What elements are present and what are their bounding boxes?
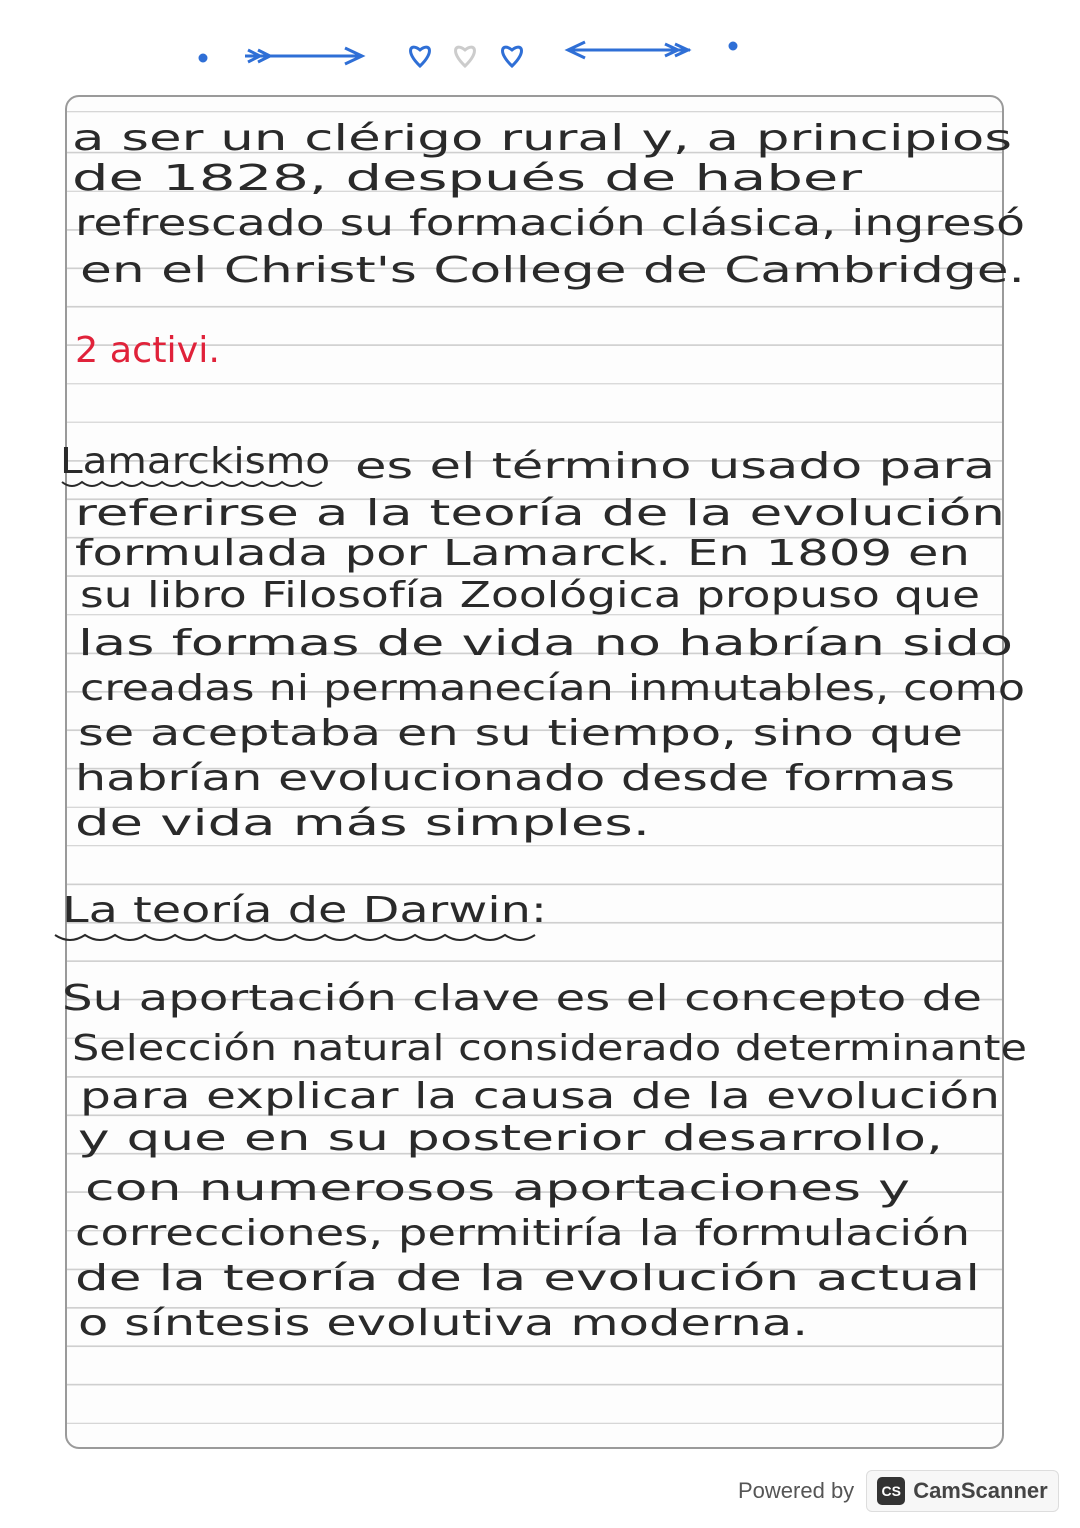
note-line: de 1828, después de haber	[72, 158, 863, 199]
note-line: creadas ni permanecían inmutables, como	[80, 668, 1025, 709]
camscanner-badge	[866, 1470, 1059, 1512]
note-line: su libro Filosofía Zoológica propuso que	[80, 575, 980, 616]
activity-heading: 2 activi.	[75, 330, 220, 371]
heart-icon	[456, 47, 475, 66]
note-line: con numerosos aportaciones y	[85, 1168, 910, 1209]
note-line: se aceptaba en su tiempo, sino que	[78, 713, 963, 754]
note-line: refrescado su formación clásica, ingresó	[75, 203, 1025, 244]
note-line: Selección natural considerado determinante	[72, 1028, 1027, 1069]
note-line: o síntesis evolutiva moderna.	[78, 1303, 808, 1344]
note-line: es el término usado para	[355, 446, 995, 487]
camscanner-logo-icon: CS	[877, 1477, 905, 1505]
darwin-heading: La teoría de Darwin:	[62, 890, 547, 931]
note-line: de vida más simples.	[75, 803, 650, 844]
note-line: formulada por Lamarck. En 1809 en	[75, 533, 970, 574]
heading-underline	[62, 482, 322, 486]
powered-by-label: Powered by	[738, 1478, 855, 1503]
note-line: y que en su posterior desarrollo,	[78, 1118, 943, 1159]
header-decoration	[200, 42, 736, 66]
note-line: habrían evolucionado desde formas	[75, 758, 955, 799]
note-line: correcciones, permitiría la formulación	[75, 1213, 970, 1254]
heading-underline	[55, 935, 535, 940]
note-line: a ser un clérigo rural y, a principios	[72, 118, 1012, 159]
note-line: de la teoría de la evolución actual	[75, 1258, 980, 1299]
heart-icon	[503, 47, 522, 66]
lamarck-heading: Lamarckismo	[60, 441, 330, 482]
note-line: en el Christ's College de Cambridge.	[80, 250, 1025, 291]
note-line: referirse a la teoría de la evolución	[75, 493, 1005, 534]
arrow-left-icon	[568, 42, 690, 58]
camscanner-brand: CamScanner	[913, 1478, 1048, 1503]
note-line: para explicar la causa de la evolución	[80, 1076, 1000, 1117]
dot-icon	[200, 55, 206, 61]
note-line: Su aportación clave es el concepto de	[62, 978, 982, 1019]
dot-icon	[730, 43, 736, 49]
note-line: las formas de vida no habrían sido	[78, 623, 1013, 664]
camscanner-watermark	[738, 1470, 1059, 1512]
heart-icon	[411, 47, 430, 66]
arrow-right-icon	[245, 48, 362, 64]
